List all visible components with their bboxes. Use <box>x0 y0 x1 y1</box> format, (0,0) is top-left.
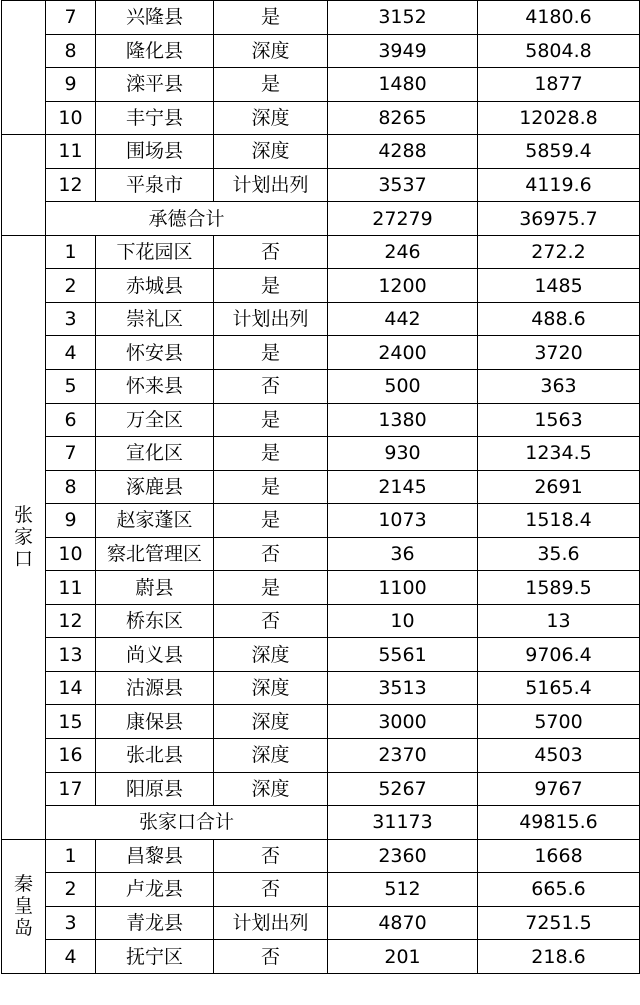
row-number-cell: 1 <box>46 235 96 269</box>
row-number-cell: 8 <box>46 34 96 68</box>
row-number-cell: 7 <box>46 437 96 471</box>
status-cell: 深度 <box>214 638 328 672</box>
value-a-cell: 201 <box>328 940 478 974</box>
value-a-cell: 4288 <box>328 135 478 169</box>
county-name-cell: 康保县 <box>96 705 214 739</box>
status-cell: 深度 <box>214 772 328 806</box>
region-label: 张家口 <box>13 504 33 571</box>
row-number-cell: 3 <box>46 302 96 336</box>
row-number-cell: 15 <box>46 705 96 739</box>
table-row <box>2 168 640 202</box>
table-body <box>2 1 640 974</box>
status-cell: 深度 <box>214 34 328 68</box>
status-cell: 深度 <box>214 135 328 169</box>
region-label: 秦皇岛 <box>13 873 33 940</box>
row-number-cell: 11 <box>46 135 96 169</box>
status-cell: 是 <box>214 437 328 471</box>
row-number-cell: 16 <box>46 739 96 773</box>
table-row <box>2 504 640 538</box>
value-a-cell: 3949 <box>328 34 478 68</box>
county-name-cell: 抚宁区 <box>96 940 214 974</box>
row-number-cell: 8 <box>46 470 96 504</box>
county-name-cell: 怀安县 <box>96 336 214 370</box>
value-a-cell: 512 <box>328 873 478 907</box>
table-row <box>2 437 640 471</box>
value-b-cell: 4119.6 <box>478 168 640 202</box>
status-cell: 否 <box>214 940 328 974</box>
value-b-cell: 3720 <box>478 336 640 370</box>
value-a-cell: 10 <box>328 604 478 638</box>
value-b-cell: 12028.8 <box>478 101 640 135</box>
status-cell: 深度 <box>214 739 328 773</box>
row-number-cell: 7 <box>46 1 96 35</box>
county-name-cell: 怀来县 <box>96 370 214 404</box>
county-name-cell: 察北管理区 <box>96 537 214 571</box>
status-cell: 是 <box>214 504 328 538</box>
county-name-cell: 阳原县 <box>96 772 214 806</box>
row-number-cell: 11 <box>46 571 96 605</box>
value-b-cell: 488.6 <box>478 302 640 336</box>
status-cell: 否 <box>214 235 328 269</box>
table-row <box>2 571 640 605</box>
value-b-cell: 5859.4 <box>478 135 640 169</box>
value-b-cell: 1563 <box>478 403 640 437</box>
county-name-cell: 蔚县 <box>96 571 214 605</box>
total-row <box>2 202 640 236</box>
county-name-cell: 下花园区 <box>96 235 214 269</box>
value-b-cell: 272.2 <box>478 235 640 269</box>
table-row <box>2 34 640 68</box>
value-a-cell: 1480 <box>328 68 478 102</box>
table-row <box>2 470 640 504</box>
county-data-table <box>1 0 640 974</box>
total-value-b: 49815.6 <box>478 806 640 840</box>
row-number-cell: 2 <box>46 873 96 907</box>
status-cell: 是 <box>214 336 328 370</box>
value-b-cell: 363 <box>478 370 640 404</box>
value-b-cell: 5700 <box>478 705 640 739</box>
status-cell: 计划出列 <box>214 302 328 336</box>
value-b-cell: 1877 <box>478 68 640 102</box>
region-cell <box>2 135 46 236</box>
table-row <box>2 772 640 806</box>
value-a-cell: 442 <box>328 302 478 336</box>
status-cell: 否 <box>214 370 328 404</box>
county-name-cell: 尚义县 <box>96 638 214 672</box>
status-cell: 是 <box>214 571 328 605</box>
table-row <box>2 101 640 135</box>
value-b-cell: 1485 <box>478 269 640 303</box>
region-cell <box>2 235 46 839</box>
value-a-cell: 1100 <box>328 571 478 605</box>
value-a-cell: 4870 <box>328 906 478 940</box>
row-number-cell: 3 <box>46 906 96 940</box>
status-cell: 否 <box>214 604 328 638</box>
table-row <box>2 873 640 907</box>
table-row <box>2 269 640 303</box>
table-row <box>2 940 640 974</box>
county-name-cell: 隆化县 <box>96 34 214 68</box>
table-row <box>2 336 640 370</box>
status-cell: 深度 <box>214 705 328 739</box>
county-name-cell: 平泉市 <box>96 168 214 202</box>
county-name-cell: 丰宁县 <box>96 101 214 135</box>
value-a-cell: 1073 <box>328 504 478 538</box>
status-cell: 深度 <box>214 101 328 135</box>
status-cell: 是 <box>214 1 328 35</box>
status-cell: 计划出列 <box>214 906 328 940</box>
value-a-cell: 1200 <box>328 269 478 303</box>
table-row <box>2 638 640 672</box>
status-cell: 否 <box>214 839 328 873</box>
county-name-cell: 滦平县 <box>96 68 214 102</box>
table-row <box>2 403 640 437</box>
total-value-a: 31173 <box>328 806 478 840</box>
total-label: 张家口合计 <box>46 806 328 840</box>
status-cell: 深度 <box>214 671 328 705</box>
status-cell: 是 <box>214 470 328 504</box>
row-number-cell: 12 <box>46 604 96 638</box>
row-number-cell: 10 <box>46 537 96 571</box>
value-b-cell: 5804.8 <box>478 34 640 68</box>
table-row <box>2 604 640 638</box>
value-a-cell: 3152 <box>328 1 478 35</box>
value-a-cell: 2145 <box>328 470 478 504</box>
table-row <box>2 302 640 336</box>
county-name-cell: 围场县 <box>96 135 214 169</box>
row-number-cell: 5 <box>46 370 96 404</box>
row-number-cell: 1 <box>46 839 96 873</box>
county-name-cell: 赵家蓬区 <box>96 504 214 538</box>
value-a-cell: 500 <box>328 370 478 404</box>
table-row <box>2 537 640 571</box>
county-name-cell: 崇礼区 <box>96 302 214 336</box>
status-cell: 计划出列 <box>214 168 328 202</box>
row-number-cell: 4 <box>46 940 96 974</box>
table-row <box>2 739 640 773</box>
status-cell: 是 <box>214 269 328 303</box>
value-a-cell: 5561 <box>328 638 478 672</box>
county-name-cell: 昌黎县 <box>96 839 214 873</box>
value-b-cell: 13 <box>478 604 640 638</box>
value-b-cell: 665.6 <box>478 873 640 907</box>
county-name-cell: 张北县 <box>96 739 214 773</box>
value-b-cell: 35.6 <box>478 537 640 571</box>
county-name-cell: 宣化区 <box>96 437 214 471</box>
table-row <box>2 1 640 35</box>
row-number-cell: 12 <box>46 168 96 202</box>
status-cell: 否 <box>214 873 328 907</box>
row-number-cell: 14 <box>46 671 96 705</box>
row-number-cell: 4 <box>46 336 96 370</box>
table-row <box>2 906 640 940</box>
value-a-cell: 5267 <box>328 772 478 806</box>
county-name-cell: 万全区 <box>96 403 214 437</box>
value-b-cell: 218.6 <box>478 940 640 974</box>
status-cell: 是 <box>214 403 328 437</box>
row-number-cell: 2 <box>46 269 96 303</box>
table-row <box>2 235 640 269</box>
county-name-cell: 青龙县 <box>96 906 214 940</box>
value-b-cell: 2691 <box>478 470 640 504</box>
status-cell: 否 <box>214 537 328 571</box>
value-b-cell: 1668 <box>478 839 640 873</box>
value-b-cell: 9706.4 <box>478 638 640 672</box>
county-name-cell: 沽源县 <box>96 671 214 705</box>
value-a-cell: 3513 <box>328 671 478 705</box>
value-a-cell: 246 <box>328 235 478 269</box>
table-row <box>2 135 640 169</box>
county-name-cell: 卢龙县 <box>96 873 214 907</box>
county-name-cell: 赤城县 <box>96 269 214 303</box>
total-value-b: 36975.7 <box>478 202 640 236</box>
total-row <box>2 806 640 840</box>
row-number-cell: 9 <box>46 504 96 538</box>
region-cell <box>2 839 46 973</box>
value-a-cell: 1380 <box>328 403 478 437</box>
value-a-cell: 930 <box>328 437 478 471</box>
status-cell: 是 <box>214 68 328 102</box>
table-row <box>2 839 640 873</box>
total-value-a: 27279 <box>328 202 478 236</box>
county-name-cell: 涿鹿县 <box>96 470 214 504</box>
value-b-cell: 7251.5 <box>478 906 640 940</box>
value-a-cell: 36 <box>328 537 478 571</box>
row-number-cell: 13 <box>46 638 96 672</box>
value-b-cell: 1234.5 <box>478 437 640 471</box>
value-b-cell: 9767 <box>478 772 640 806</box>
table-row <box>2 705 640 739</box>
row-number-cell: 10 <box>46 101 96 135</box>
value-a-cell: 8265 <box>328 101 478 135</box>
region-cell <box>2 1 46 135</box>
row-number-cell: 6 <box>46 403 96 437</box>
table-row <box>2 370 640 404</box>
row-number-cell: 17 <box>46 772 96 806</box>
value-a-cell: 2400 <box>328 336 478 370</box>
value-b-cell: 4503 <box>478 739 640 773</box>
value-a-cell: 2360 <box>328 839 478 873</box>
value-b-cell: 4180.6 <box>478 1 640 35</box>
value-a-cell: 2370 <box>328 739 478 773</box>
total-label: 承德合计 <box>46 202 328 236</box>
county-name-cell: 桥东区 <box>96 604 214 638</box>
county-name-cell: 兴隆县 <box>96 1 214 35</box>
value-b-cell: 1518.4 <box>478 504 640 538</box>
value-a-cell: 3000 <box>328 705 478 739</box>
value-b-cell: 1589.5 <box>478 571 640 605</box>
value-b-cell: 5165.4 <box>478 671 640 705</box>
table-row <box>2 671 640 705</box>
value-a-cell: 3537 <box>328 168 478 202</box>
table-row <box>2 68 640 102</box>
row-number-cell: 9 <box>46 68 96 102</box>
